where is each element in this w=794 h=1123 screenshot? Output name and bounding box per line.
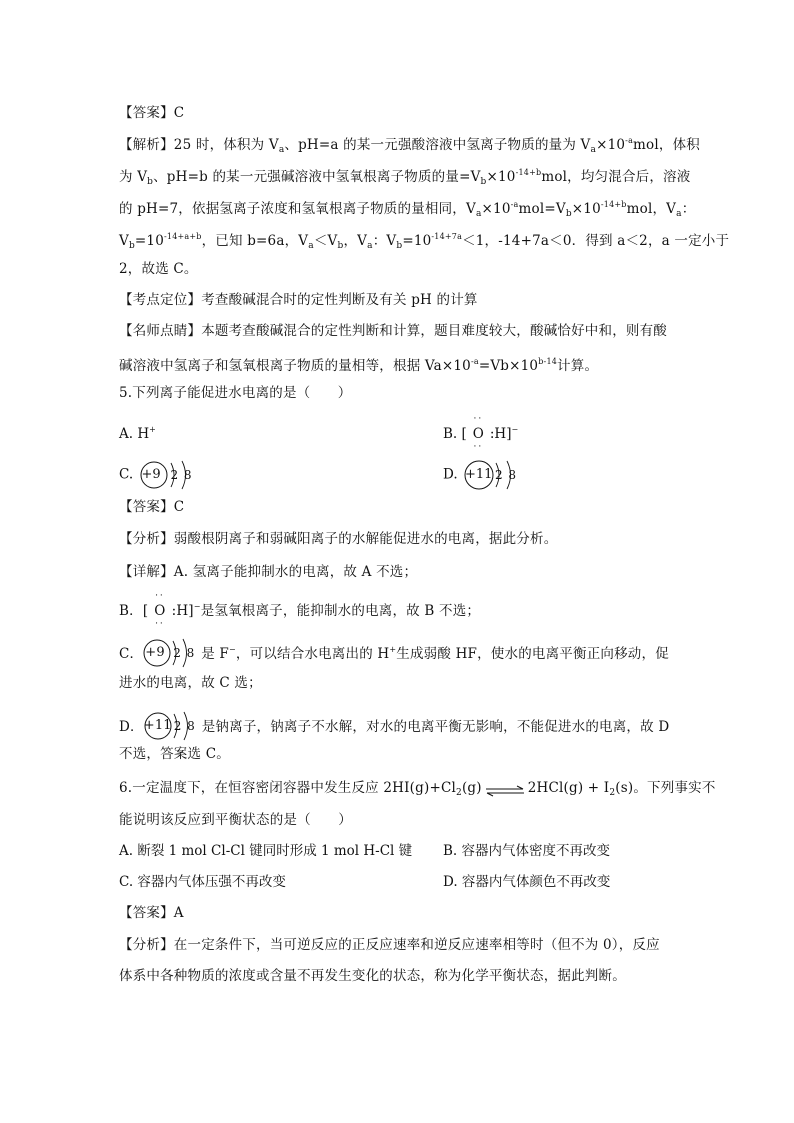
q4-analysis-line-3: 的 pH=7，依据氢离子浓度和氢氧根离子物质的量相同，$V_a\times 10^{-a}mol=V_b\times 10^{-14+b}mol$，$V_a$： bbox=[119, 200, 696, 219]
q4-analysis-line-4: $V_b=10^{-14+a+b}$，已知 b=6a，$V_a<V_b$，$V_a$：$V_b=10^{-14+7a}<1$，-14+7a＜0．得到 a＜2，a 一定小于 bbox=[119, 232, 730, 251]
q4-mingshi-line-1: 【名师点睛】本题考查酸碱混合的定性判断和计算，题目难度较大，酸碱恰好中和，则有酸 bbox=[119, 323, 667, 339]
hydroxide-lewis-structure: ·· O ·· bbox=[472, 414, 484, 452]
q5-xiangjie-a: 【详解】A. 氢离子能抑制水的电离，故 A 不选； bbox=[119, 564, 418, 580]
q6-option-b: B. 容器内气体密度不再改变 bbox=[443, 843, 611, 859]
q5-xiangjie-d: D． +11 2 8 是钠离子，钠离子不水解，对水的电离平衡无影响，不能促进水的电离，故 D bbox=[119, 710, 669, 740]
q5-option-a: A. H+ bbox=[119, 425, 156, 442]
q6-fenxi-line-1: 【分析】在一定条件下，当可逆反应的正反应速率和逆反应速率相等时（但不为 0），反应 bbox=[119, 937, 660, 953]
sodium-ion-diagram: +11 2 8 bbox=[462, 458, 542, 492]
q5-xiangjie-c-line-2: 进水的电离，故 C 选； bbox=[119, 675, 262, 691]
sodium-ion-diagram-inline: +11 2 8 bbox=[144, 710, 202, 740]
q5-fenxi: 【分析】弱酸根阴离子和弱碱阳离子的水解能促进水的电离，据此分析。 bbox=[119, 531, 558, 547]
q5-xiangjie-d-line-2: 不选，答案选 C。 bbox=[119, 746, 230, 762]
q6-option-c: C. 容器内气体压强不再改变 bbox=[119, 874, 286, 890]
q5-option-d: D. +11 2 8 bbox=[443, 458, 542, 492]
reversible-arrow-icon bbox=[485, 783, 525, 795]
hydroxide-lewis-structure-inline: ·· O ·· bbox=[154, 591, 166, 629]
q4-analysis-line-2: 为 $V_b$、pH=b 的某一元强碱溶液中氢氧根离子物质的量$=V_b\times 10^{-14+b}mol$，均匀混合后，溶液 bbox=[119, 168, 691, 187]
q5-xiangjie-b: B．[ ·· O ·· :H]−是氢氧根离子，能抑制水的电离，故 B 不选； bbox=[119, 591, 481, 629]
q6-answer: 【答案】A bbox=[119, 905, 184, 921]
fluoride-ion-diagram: +9 2 8 bbox=[137, 458, 217, 492]
q5-option-c: C. +9 2 8 bbox=[119, 458, 217, 492]
q4-answer: 【答案】C bbox=[119, 105, 185, 121]
q4-mingshi-line-2: 碱溶液中氢离子和氢氧根离子物质的量相等，根据 $Va\times 10^{-a}=Vb\times 10^{b-14}$计算。 bbox=[119, 357, 599, 374]
q6-option-d: D. 容器内气体颜色不再改变 bbox=[443, 874, 611, 890]
q4-analysis-line-5: 2，故选 C。 bbox=[119, 261, 198, 277]
q6-option-a: A. 断裂 1 mol Cl-Cl 键同时形成 1 mol H-Cl 键 bbox=[119, 843, 413, 859]
q5-xiangjie-c: C． +9 2 8 是 F−，可以结合水电离出的 H+生成弱酸 HF，使水的电离平衡正向移动，促 bbox=[119, 637, 669, 667]
q6-stem-line-2: 能说明该反应到平衡状态的是（ ） bbox=[119, 812, 352, 828]
q6-stem-line-1: 6.一定温度下，在恒容密闭容器中发生反应 $2HI(g)+Cl_2(g) 2HCl(g) + I_2(s)$。下列事实不 bbox=[119, 780, 716, 798]
q5-stem: 5.下列离子能促进水电离的是（ ） bbox=[119, 385, 352, 401]
q5-option-b: B. [ ·· O ·· :H]− bbox=[443, 414, 519, 452]
q4-analysis-line-1: 【解析】25 时，体积为 $V_a$、pH=a 的某一元强酸溶液中氢离子物质的量为 $V_a\times 10^{-a}mol$，体积 bbox=[119, 136, 700, 155]
fluoride-ion-diagram-inline: +9 2 8 bbox=[143, 637, 201, 667]
q5-answer: 【答案】C bbox=[119, 499, 185, 515]
q4-kaodian: 【考点定位】考查酸碱混合时的定性判断及有关 pH 的计算 bbox=[119, 292, 478, 308]
q6-fenxi-line-2: 体系中各种物质的浓度或含量不再发生变化的状态，称为化学平衡状态，据此判断。 bbox=[119, 968, 626, 984]
